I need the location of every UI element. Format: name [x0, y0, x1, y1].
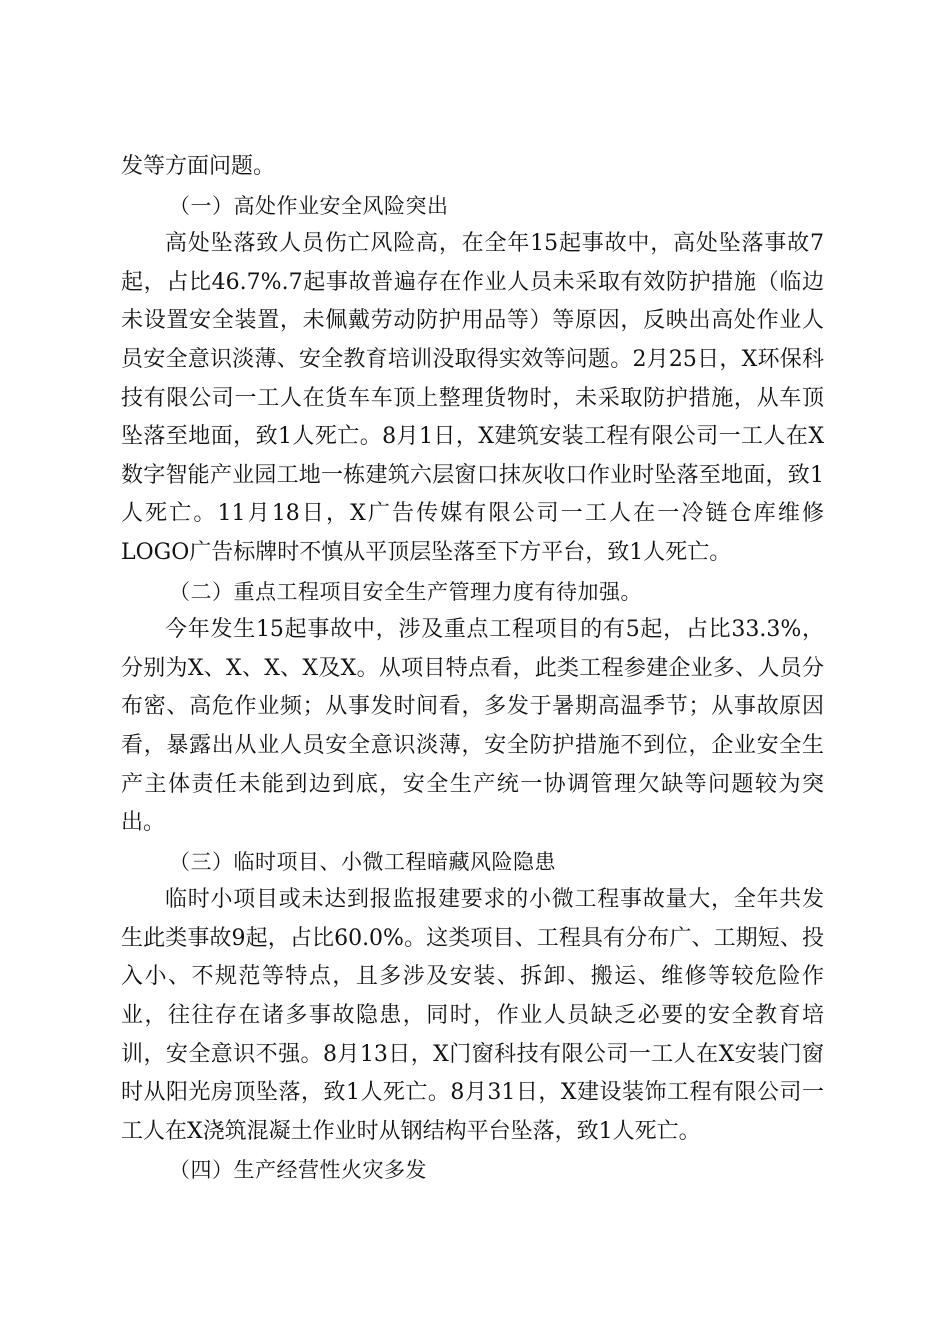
section-2-paragraph: 今年发生15起事故中，涉及重点工程项目的有5起，占比33.3%，分别为X、X、X、X及X。从项目特点看，此类工程参建企业多、人员分布密、高危作业频；从事发时间看，多发于暑期高温季节；从事故原因看，暴露出从业人员安全意识淡薄，安全防护措施不到位，企业安全生产主体责任未能到边到底，安全生产统一协调管理欠缺等问题较为突出。: [121, 617, 824, 836]
section-2-heading: （二）重点工程项目安全生产管理力度有待加强。: [169, 579, 642, 604]
section-1-paragraph: 高处坠落致人员伤亡风险高，在全年15起事故中，高处坠落事故7起，占比46.7%.7起事故普遍存在作业人员未采取有效防护措施（临边未设置安全装置，未佩戴劳动防护用品等）等原因，反映出高处作业人员安全意识淡薄、安全教育培训没取得实效等问题。2月25日，X环保科技有限公司一工人在货车车顶上整理货物时，未采取防护措施，从车顶坠落至地面，致1人死亡。8月1日，X建筑安装工程有限公司一工人在X数字智能产业园工地一栋建筑六层窗口抹灰收口作业时坠落至地面，致1人死亡。11月18日，X广告传媒有限公司一工人在一冷链仓库维修LOGO广告标牌时不慎从平顶层坠落至下方平台，致1人死亡。: [121, 231, 824, 565]
section-4-heading: （四）生产经营性火灾多发: [169, 1158, 427, 1183]
document-body: [121, 148, 824, 1190]
section-3-heading: （三）临时项目、小微工程暗藏风险隐患: [169, 849, 556, 874]
section-3-paragraph: 临时小项目或未达到报监报建要求的小微工程事故量大，全年共发生此类事故9起，占比60.0%。这类项目、工程具有分布广、工期短、投入小、不规范等特点，且多涉及安装、拆卸、搬运、维修等较危险作业，往往存在诸多事故隐患，同时，作业人员缺乏必要的安全教育培训，安全意识不强。8月13日，X门窗科技有限公司一工人在X安装门窗时从阳光房顶坠落，致1人死亡。8月31日，X建设装饰工程有限公司一工人在X浇筑混凝土作业时从钢结构平台坠落，致1人死亡。: [121, 887, 824, 1144]
intro-paragraph: 发等方面问题。: [121, 154, 276, 179]
section-1-heading: （一）高处作业安全风险突出: [169, 193, 449, 218]
